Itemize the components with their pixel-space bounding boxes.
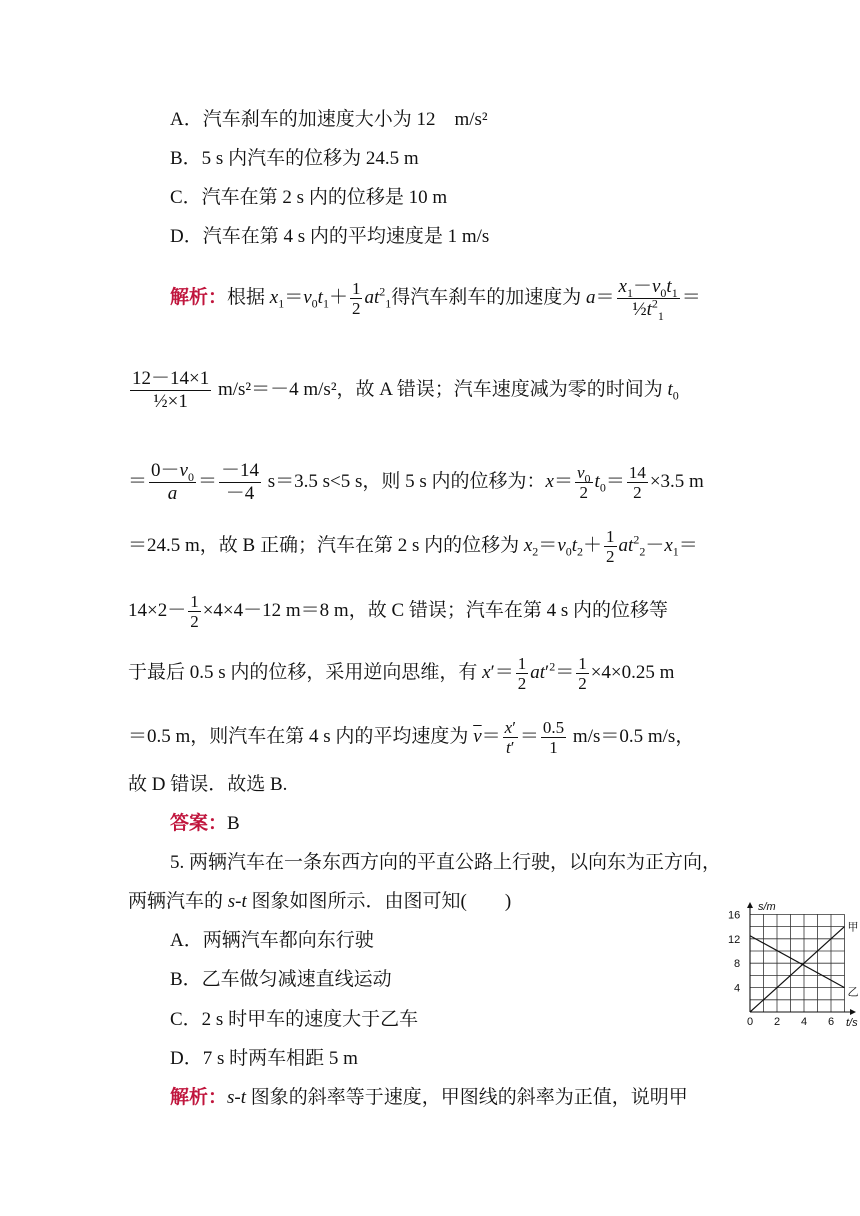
series-label-jia: 甲 [847, 921, 858, 934]
y-tick-label: 8 [734, 958, 741, 971]
analysis-line-5: 14×2－ $\frac{1}{2}$ ×4×4－12 m＝8 m，故 C 错误；汽车在第 4 s 内的位移等 [128, 592, 669, 631]
y-tick-label: 12 [728, 933, 741, 946]
series-label-yi: 乙 [847, 986, 858, 999]
st-graph [726, 898, 858, 1028]
analysis-line-1: 解析：根据 $x_1=v_0t_1+$ $\frac{1}{2}$ $at^2_1$得汽车刹车的加速度为 a＝ $\frac{x_1-v_0t_1}{\frac{1}{2}t^2_1}$ ＝ [170, 276, 701, 323]
q5-option-a: A．两辆汽车都向东行驶 [170, 930, 374, 951]
option-b: B．5 s 内汽车的位移为 24.5 m [170, 148, 419, 169]
option-d: D．汽车在第 4 s 内的平均速度是 1 m/s [170, 226, 490, 247]
x-tick-label: 4 [801, 1016, 808, 1028]
analysis-line-2: $\frac{12-14\times 1}{\text{½×1}}$ m/s²＝－4 m/s²，故 A 错误；汽车速度减为零的时间为 $t_0$ [132, 368, 679, 412]
x-axis-label: t/s [846, 1017, 858, 1028]
q5-option-c: C．2 s 时甲车的速度大于乙车 [170, 1009, 419, 1030]
q5-stem-line-2: 两辆汽车的 s-t 图象如图所示．由图可知( ) [128, 891, 512, 912]
q5-option-d: D．7 s 时两车相距 5 m [170, 1048, 358, 1069]
analysis-line-7: ＝0.5 m，则汽车在第 4 s 内的平均速度为 $\overline{v}=$ $\frac{x'}{t'}$ ＝ $\frac{0.5}{1}$ m/s＝0.5 m/s， [128, 718, 695, 757]
q5-option-b: B．乙车做匀减速直线运动 [170, 969, 392, 990]
graph-ticks [728, 909, 834, 1028]
analysis-label: 解析： [170, 286, 228, 308]
graph-grid [750, 914, 845, 1012]
analysis-line-3: ＝ $\frac{0-v_0}{a}$ ＝ $\frac{-14}{-4}$ s＝3.5 s<5 s，则 5 s 内的位移为：x＝ $\frac{v_0}{2}$ $t_0=$ $\frac{14}{2}$ ×3.5 m [128, 460, 704, 504]
option-c: C．汽车在第 2 s 内的位移是 10 m [170, 187, 448, 208]
series-line [750, 936, 845, 988]
x-axis-arrow [850, 1009, 856, 1015]
answer-label: 答案： [170, 813, 228, 834]
series-line [750, 927, 845, 1012]
y-tick-label: 4 [734, 982, 741, 995]
answer-line [170, 812, 240, 836]
y-axis-label: s/m [758, 901, 776, 913]
x-tick-label: 6 [828, 1016, 835, 1028]
x-tick-label: 2 [774, 1016, 781, 1028]
option-a: A．汽车刹车的加速度大小为 12 m/s² [170, 109, 488, 130]
analysis-line-6: 于最后 0.5 s 内的位移，采用逆向思维，有 x′＝ $\frac{1}{2}$ $at'^2=$ $\frac{1}{2}$ ×4×0.25 m [128, 654, 675, 693]
y-axis-arrow [747, 902, 753, 908]
q5-analysis: 解析：s-t 图象的斜率等于速度，甲图线的斜率为正值，说明甲 [170, 1087, 688, 1108]
x-tick-label: 0 [747, 1016, 754, 1028]
q5-stem-line-1: 5. 两辆汽车在一条东西方向的平直公路上行驶，以向东为正方向， [170, 852, 722, 873]
answer-value: B [227, 813, 240, 834]
analysis-line-4: ＝24.5 m，故 B 正确；汽车在第 2 s 内的位移为 $x_2=v_0t_2+$ $\frac{1}{2}$ $at^2_2-x_1=$ [128, 527, 698, 566]
analysis-line-8: 故 D 错误．故选 B. [128, 774, 288, 795]
y-tick-label: 16 [728, 909, 741, 922]
